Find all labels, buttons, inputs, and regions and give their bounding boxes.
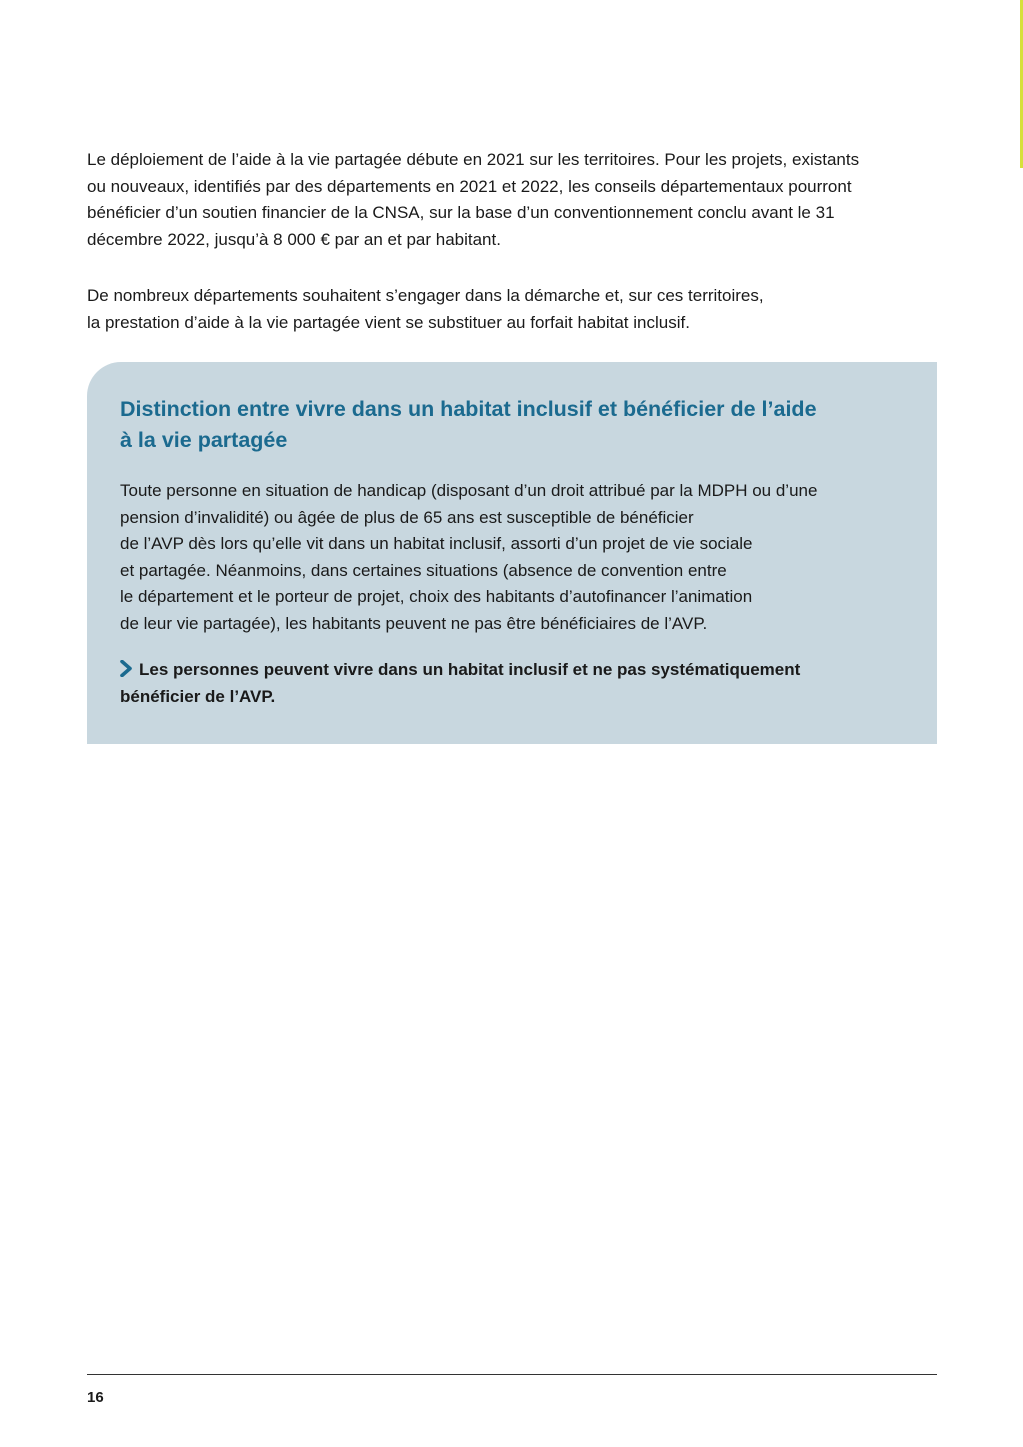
info-box-conclusion [120, 656, 800, 710]
distinction-info-box [87, 362, 937, 744]
text-line: le département et le porteur de projet, choix des habitants d’autofinancer l’animation [120, 587, 753, 607]
footer-divider [87, 1374, 937, 1375]
conclusion-text: Les personnes peuvent vivre dans un habitat inclusif et ne pas systématiquement [139, 660, 801, 679]
text-line: Toute personne en situation de handicap (disposant d’un droit attribué par la MDPH ou d’une [120, 481, 818, 500]
intro-paragraph [87, 147, 947, 253]
text-line: décembre 2022, jusqu’à 8 000 € par an et par habitant. [87, 229, 501, 249]
title-line: Distinction entre vivre dans un habitat inclusif et bénéficier de l’aide [120, 397, 817, 421]
text-line: pension d’invalidité) ou âgée de plus de 65 ans est susceptible de bénéficier [120, 507, 694, 527]
second-paragraph [87, 283, 947, 336]
text-line: Le déploiement de l’aide à la vie partagée débute en 2021 sur les territoires. Pour les projets, existants [87, 150, 860, 169]
text-line: bénéficier d’un soutien financier de la CNSA, sur la base d’un conventionnement conclu avant le 31 [87, 203, 835, 222]
text-line: la prestation d’aide à la vie partagée vient se substituer au forfait habitat inclusif. [87, 312, 690, 332]
text-line: ou nouveaux, identifiés par des départements en 2021 et 2022, les conseils départementaux pourront [87, 176, 852, 196]
page-number: 16 [87, 1389, 104, 1406]
text-line: de leur vie partagée), les habitants peuvent ne pas être bénéficiaires de l’AVP. [120, 613, 708, 633]
conclusion-line [120, 656, 800, 683]
chevron-right-icon [120, 660, 133, 677]
text-line: De nombreux départements souhaitent s’engager dans la démarche et, sur ces territoires, [87, 286, 764, 305]
text-line: de l’AVP dès lors qu’elle vit dans un habitat inclusif, assorti d’un projet de vie sociale [120, 534, 753, 554]
conclusion-line: bénéficier de l’AVP. [120, 687, 276, 706]
title-line: à la vie partagée [120, 428, 288, 452]
info-box-body [120, 478, 817, 638]
text-line: et partagée. Néanmoins, dans certaines situations (absence de convention entre [120, 560, 727, 580]
info-box-title [120, 394, 817, 456]
